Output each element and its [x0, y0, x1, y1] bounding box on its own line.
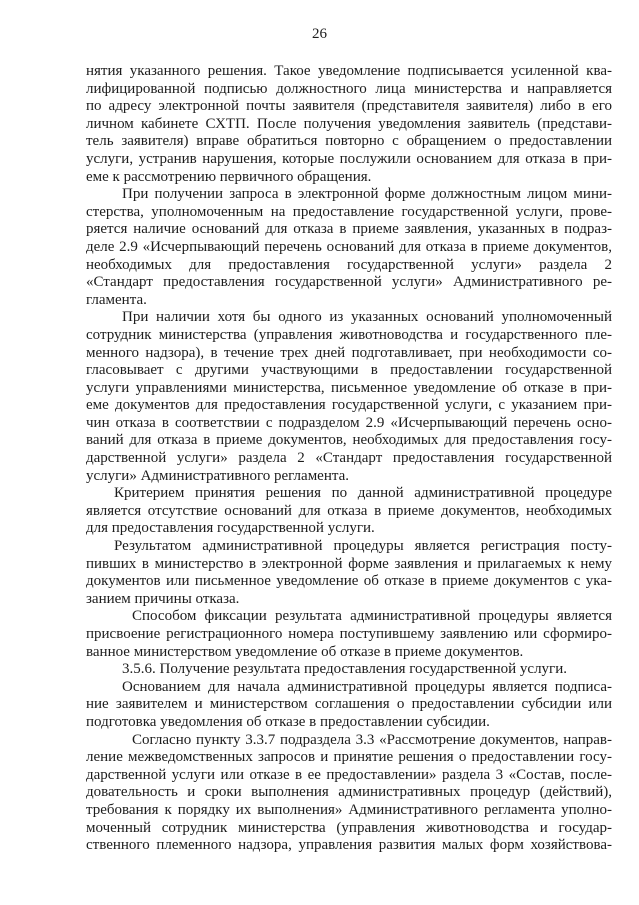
- text-line: деле 2.9 «Исчерпывающий перечень оснований для отказа в приеме документов,: [86, 238, 612, 255]
- text-line: ственного племенного надзора, управления развития малых форм хозяйствова-: [86, 837, 612, 854]
- text-line: стерства, уполномоченным на предоставление государственной услуги, прове-: [86, 203, 612, 220]
- text-line: пивших в министерство в электронной форме заявления и прилагаемых к нему: [86, 555, 612, 572]
- text-line: гламента.: [86, 291, 147, 308]
- text-line: дарственной услуги или отказе в ее предоставлении» раздела 3 «Состав, после-: [86, 766, 612, 783]
- text-line: ваний для отказа в приеме документов, необходимых для предоставления госу-: [86, 432, 612, 449]
- text-line: довательность и сроки выполнения административных процедур (действий),: [86, 784, 612, 801]
- text-line: При получении запроса в электронной форме должностным лицом мини-: [122, 186, 612, 203]
- paragraph: [86, 485, 612, 538]
- paragraph: [86, 63, 612, 186]
- text-line: документов или письменное уведомление об отказе в приеме документов с ука-: [86, 573, 612, 590]
- paragraph: [86, 608, 612, 661]
- text-line: сотрудник министерства (управления животноводства и государственного пле-: [86, 326, 612, 343]
- text-line: тель заявителя) вправе обратиться повторно с обращением о предоставлении: [86, 133, 612, 150]
- text-line: услуги управлениями министерства, письменное уведомление об отказе в при-: [86, 379, 612, 396]
- paragraph: [86, 538, 612, 608]
- text-line: является отсутствие оснований для отказа в приеме документов, необходимых: [86, 502, 612, 519]
- text-line: присвоение регистрационного номера поступившему заявлению или сформиро-: [86, 626, 612, 642]
- text-line: ление межведомственных запросов и принятие решения о предоставлении госу-: [86, 749, 612, 766]
- text-line: ванное министерством уведомление об отказе в приеме документов.: [86, 643, 524, 660]
- text-line: для предоставления государственной услуги.: [86, 520, 375, 537]
- text-line: необходимых для предоставления государственной услуги» раздела 2: [86, 256, 612, 273]
- text-line: «Стандарт предоставления государственной услуги» Административного ре-: [86, 274, 612, 291]
- text-line: Результатом административной процедуры является регистрация посту-: [114, 538, 612, 555]
- text-line: еме к рассмотрению первичного обращения.: [86, 168, 372, 185]
- paragraph: [86, 309, 612, 485]
- page-number: 26: [312, 26, 327, 42]
- text-line: Основанием для начала административной процедуры является подписа-: [122, 678, 612, 695]
- text-line: Согласно пункту 3.3.7 подраздела 3.3 «Рассмотрение документов, направ-: [132, 731, 612, 748]
- text-line: моченный сотрудник министерства (управления животноводства и государ-: [86, 819, 612, 836]
- paragraph: [86, 732, 612, 855]
- text-line: ние заявителем и министерством соглашения о предоставлении субсидии или: [86, 696, 612, 713]
- paragraph: [86, 679, 612, 732]
- document-body: [86, 63, 612, 855]
- text-line: чин отказа в соответствии с подразделом 2.9 «Исчерпывающий перечень осно-: [86, 414, 612, 431]
- paragraph: [86, 661, 612, 679]
- text-line: занием причины отказа.: [86, 590, 240, 607]
- text-line: дарственной услуги» раздела 2 «Стандарт предоставления государственной: [86, 450, 612, 467]
- text-line: личном кабинете СХТП. После получения уведомления заявитель (представи-: [86, 115, 612, 132]
- text-line: услуги, устранив нарушения, которые послужили основанием для отказа в при-: [86, 150, 612, 167]
- paragraph: [86, 186, 612, 309]
- text-line: При наличии хотя бы одного из указанных оснований уполномоченный: [122, 309, 612, 326]
- text-line: Способом фиксации результата административной процедуры является: [132, 608, 612, 625]
- text-line: 3.5.6. Получение результата предоставления государственной услуги.: [122, 661, 567, 678]
- text-line: ряется наличие оснований для отказа в приеме заявления, указанных в подраз-: [86, 221, 612, 238]
- text-line: подготовка уведомления об отказе в предоставлении субсидии.: [86, 713, 490, 730]
- text-line: гласовывает с другими участвующими в предоставлении государственной: [86, 362, 612, 379]
- text-line: Критерием принятия решения по данной административной процедуре: [114, 485, 612, 502]
- text-line: требования к порядку их выполнения» Административного регламента уполно-: [86, 801, 612, 818]
- text-line: еме документов для предоставления государственной услуги, с указанием при-: [86, 397, 612, 414]
- text-line: лифицированной подписью должностного лица министерства и направляется: [86, 80, 612, 97]
- text-line: менного надзора), в течение трех дней подготавливает, при необходимости со-: [86, 344, 612, 361]
- text-line: нятия указанного решения. Такое уведомление подписывается усиленной ква-: [86, 63, 612, 79]
- text-line: по адресу электронной почты заявителя (представителя заявителя) либо в его: [86, 98, 612, 115]
- text-line: услуги» Административного регламента.: [86, 467, 350, 484]
